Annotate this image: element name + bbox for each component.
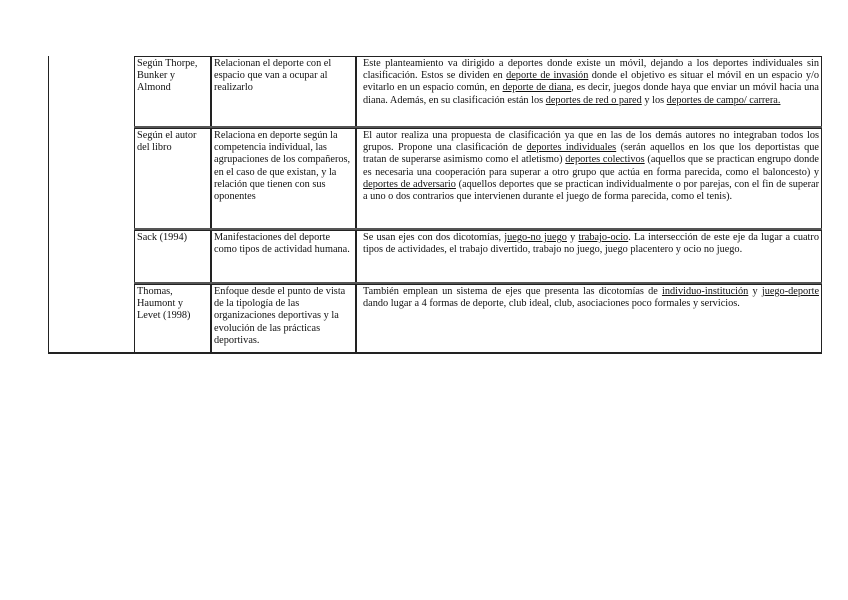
underlined-term: deportes de campo/ carrera. [666,94,781,106]
description-segment: También emplean un sistema de ejes que presenta las dicotomías de [363,286,662,297]
table-row [134,284,822,354]
underlined-term: deporte de invasión [506,70,589,82]
description-text [357,57,821,107]
description-text [357,285,821,310]
underlined-term: deportes de red o pared [545,94,642,106]
description-cell [356,284,822,354]
focus-text: Relaciona en deporte según la competencia individual, las agrupaciones de los compañeros, en el caso de que existan, y la relación que tienen con sus oponentes [214,130,351,203]
description-cell [356,230,822,283]
underlined-term: juego-no juego [504,232,567,243]
author-text: Según el autor del libro [137,130,197,154]
underlined-term: trabajo-ocio [578,232,629,243]
underlined-term: deporte de diana [502,82,572,94]
focus-cell [211,128,356,229]
description-segment: El autor realiza una propuesta de clasificación ya que en las de los demás autores no integraban todos los grupos. Propone una clasificación de [363,130,819,154]
description-segment: donde el objetivo es situar el móvil en un espacio y/o evitarlo en un espacio común, en [363,70,820,94]
description-segment: y los [641,94,667,106]
underlined-term: deportes de adversario [363,178,456,190]
description-segment: . La intersección de este eje da lugar a cuatro tipos de actividades, el trabajo divertido, trabajo no juego, juego placentero y ocio no juego. [363,232,819,256]
description-segment: (serán aquellos en los que los deportistas que tratan de superarse asimismo como el atletismo) [363,142,819,166]
description-segment: Este planteamiento va dirigido a deportes donde existe un móvil, dejando a los deportes individuales sin clasificación. Estos se dividen en [363,58,819,82]
author-text: Según Thorpe, Bunker y Almond [137,58,198,94]
focus-text: Manifestaciones del deporte como tipos de actividad humana. [214,232,350,256]
author-cell [134,56,211,127]
author-cell [134,128,211,229]
description-text [357,231,821,256]
description-segment: (aquellos deportes que se practican individualmente o por parejas, con el fin de superar a uno o dos contrarios que intervienen durante el juego de forma parecida, como el tenis). [363,178,819,203]
table-row [134,230,822,283]
description-segment: dando lugar a 4 formas de deporte, club ideal, club, asociaciones poco formales y servicios. [363,298,740,310]
focus-text: Enfoque desde el punto de vista de la tipología de las organizaciones deportivas y la evolución de las prácticas deportivas. [214,286,346,346]
description-segment: Se usan ejes con dos dicotomías, [363,232,505,243]
author-cell [134,284,211,354]
underlined-term: deportes colectivos [565,154,645,166]
underlined-term: juego-deporte [761,286,820,297]
table-row [134,56,822,127]
underlined-term: deportes individuales [526,142,617,154]
focus-text: Relacionan el deporte con el espacio que van a ocupar al realizarlo [214,58,332,94]
focus-cell [211,56,356,127]
author-text: Thomas, Haumont y Levet (1998) [137,286,191,322]
underlined-term: individuo-institución [661,286,749,297]
description-segment: , es decir, juegos donde haya que enviar un móvil hacia una diana. Además, en su clasificación están los [363,82,819,106]
description-segment: (aquellos que se practican engrupo donde es necesaria una cooperación para superar a otro grupo que actúa en forma parecida, como el baloncesto) y [363,154,819,178]
description-cell [356,56,822,127]
description-cell [356,128,822,229]
table-row [134,128,822,229]
focus-cell [211,284,356,354]
focus-cell [211,230,356,283]
description-segment: y [748,286,762,297]
description-text [357,129,821,203]
description-segment: y [566,232,579,243]
author-text: Sack (1994) [137,232,188,243]
author-cell [134,230,211,283]
